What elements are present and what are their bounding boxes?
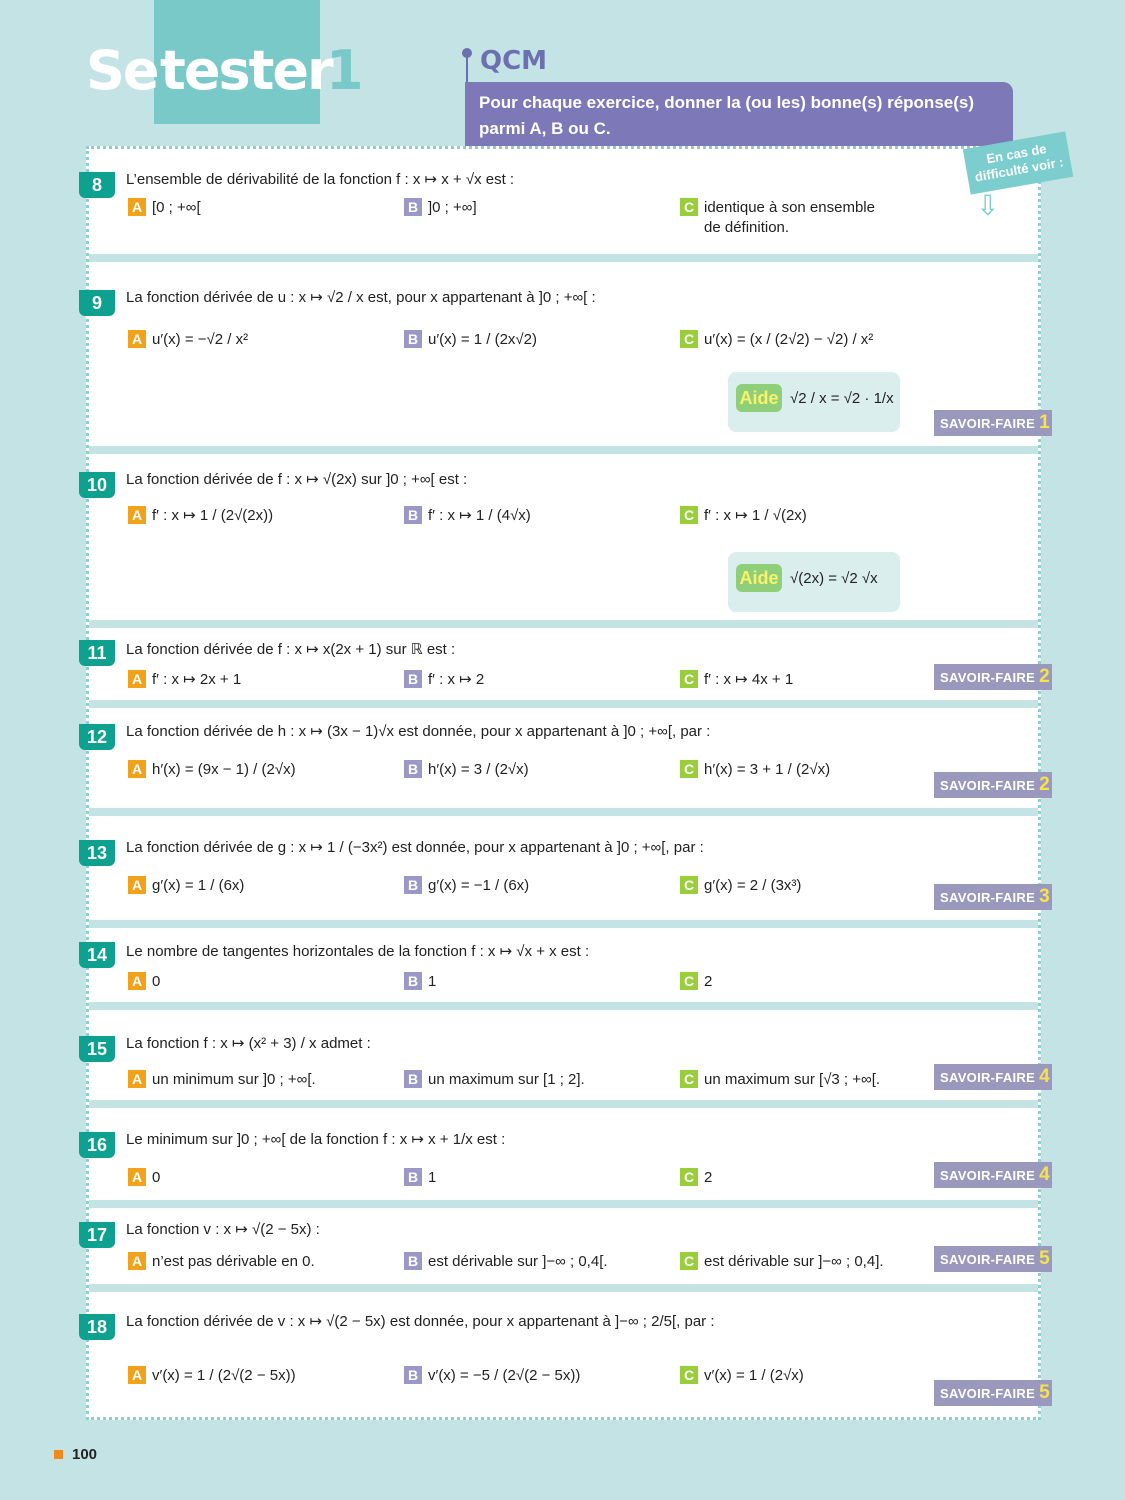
- option-b[interactable]: [404, 876, 529, 896]
- option-a[interactable]: [128, 1168, 160, 1188]
- option-letter-c: C: [680, 670, 698, 688]
- option-text: 1: [428, 973, 437, 990]
- option-text: u′(x) = (x / (2√2) − √2) / x²: [704, 331, 874, 348]
- savoir-faire-label: SAVOIR-FAIRE: [940, 1252, 1036, 1267]
- option-text: f′ : x ↦ 1 / √(2x): [704, 507, 807, 524]
- option-a[interactable]: [128, 760, 296, 780]
- savoir-faire-badge[interactable]: [934, 772, 1052, 798]
- option-text: g′(x) = 1 / (6x): [152, 877, 245, 894]
- option-text: ]0 ; +∞]: [428, 199, 477, 216]
- exercise-number: 13: [79, 840, 115, 866]
- option-b[interactable]: [404, 760, 529, 780]
- aide-label: Aide: [736, 384, 782, 412]
- title-tester: tester: [160, 39, 332, 102]
- option-text: h′(x) = (9x − 1) / (2√x): [152, 761, 296, 778]
- option-a[interactable]: [128, 670, 241, 690]
- savoir-faire-number: 1: [1039, 412, 1050, 433]
- exercise-question: La fonction dérivée de h : x ↦ (3x − 1)√x est donnée, pour x appartenant à ]0 ; +∞[, par :: [126, 723, 711, 740]
- savoir-faire-badge[interactable]: [934, 1246, 1052, 1272]
- option-a[interactable]: [128, 1366, 296, 1386]
- option-letter-b: B: [404, 876, 422, 894]
- exercise-number: 12: [79, 724, 115, 750]
- option-a[interactable]: [128, 506, 273, 526]
- option-text: v′(x) = 1 / (2√(2 − 5x)): [152, 1367, 296, 1384]
- aide-box: [728, 372, 900, 432]
- exercise-number: 18: [79, 1314, 115, 1340]
- option-letter-a: A: [128, 1252, 146, 1270]
- savoir-faire-label: SAVOIR-FAIRE: [940, 778, 1036, 793]
- option-letter-c: C: [680, 876, 698, 894]
- savoir-faire-badge[interactable]: [934, 410, 1052, 436]
- option-text: u′(x) = −√2 / x²: [152, 331, 249, 348]
- savoir-faire-number: 2: [1039, 774, 1050, 795]
- savoir-faire-number: 5: [1039, 1382, 1050, 1403]
- option-text: 0: [152, 973, 161, 990]
- savoir-faire-label: SAVOIR-FAIRE: [940, 890, 1036, 905]
- down-arrow-icon: ⇩: [976, 190, 1000, 221]
- option-a[interactable]: [128, 198, 201, 218]
- option-c[interactable]: [680, 1252, 884, 1272]
- exercise-separator: [89, 700, 1038, 708]
- option-text: f′ : x ↦ 4x + 1: [704, 671, 794, 688]
- option-letter-a: A: [128, 972, 146, 990]
- exercise-question: Le minimum sur ]0 ; +∞[ de la fonction f : x ↦ x + 1/x est :: [126, 1131, 506, 1148]
- option-c[interactable]: [680, 1366, 804, 1386]
- exercise-question: La fonction f : x ↦ (x² + 3) / x admet :: [126, 1035, 371, 1052]
- option-text: 2: [704, 973, 713, 990]
- option-letter-b: B: [404, 198, 422, 216]
- option-letter-c: C: [680, 760, 698, 778]
- exercise-question: La fonction dérivée de v : x ↦ √(2 − 5x) est donnée, pour x appartenant à ]−∞ ; 2/5[, par :: [126, 1313, 715, 1330]
- savoir-faire-number: 4: [1039, 1066, 1050, 1087]
- option-letter-b: B: [404, 1366, 422, 1384]
- exercise-question: La fonction dérivée de f : x ↦ √(2x) sur ]0 ; +∞[ est :: [126, 471, 468, 488]
- option-letter-a: A: [128, 760, 146, 778]
- exercise-number: 11: [79, 640, 115, 666]
- option-c[interactable]: [680, 760, 830, 780]
- option-b[interactable]: [404, 972, 436, 992]
- exercise-separator: [89, 1002, 1038, 1010]
- aide-box: [728, 552, 900, 612]
- exercise-question: La fonction dérivée de g : x ↦ 1 / (−3x²) est donnée, pour x appartenant à ]0 ; +∞[, par :: [126, 839, 704, 856]
- option-letter-c: C: [680, 506, 698, 524]
- option-letter-c: C: [680, 1252, 698, 1270]
- option-text: 1: [428, 1169, 437, 1186]
- exercise-separator: [89, 1100, 1038, 1108]
- savoir-faire-badge[interactable]: [934, 1380, 1052, 1406]
- option-b[interactable]: [404, 506, 531, 526]
- option-letter-a: A: [128, 330, 146, 348]
- exercise-separator: [89, 1200, 1038, 1208]
- option-text: f′ : x ↦ 1 / (2√(2x)): [152, 507, 274, 524]
- option-letter-a: A: [128, 1070, 146, 1088]
- option-c[interactable]: [680, 330, 873, 350]
- option-letter-c: C: [680, 198, 698, 216]
- option-text: est dérivable sur ]−∞ ; 0,4[.: [428, 1253, 608, 1270]
- option-letter-b: B: [404, 670, 422, 688]
- option-text: f′ : x ↦ 2: [428, 671, 485, 688]
- exercise-number: 17: [79, 1222, 115, 1248]
- savoir-faire-label: SAVOIR-FAIRE: [940, 1168, 1036, 1183]
- exercise-question: La fonction dérivée de f : x ↦ x(2x + 1) sur ℝ est :: [126, 641, 456, 658]
- exercise-question: Le nombre de tangentes horizontales de la fonction f : x ↦ √x + x est :: [126, 943, 590, 960]
- option-text: v′(x) = 1 / (2√x): [704, 1367, 804, 1384]
- option-c[interactable]: [680, 506, 807, 526]
- savoir-faire-number: 3: [1039, 886, 1050, 907]
- option-text: g′(x) = 2 / (3x³): [704, 877, 802, 894]
- option-text: v′(x) = −5 / (2√(2 − 5x)): [428, 1367, 581, 1384]
- option-c[interactable]: [680, 876, 801, 896]
- option-letter-c: C: [680, 972, 698, 990]
- option-a[interactable]: [128, 1252, 315, 1272]
- instruction-box: Pour chaque exercice, donner la (ou les) bonne(s) réponse(s) parmi A, B ou C.: [465, 82, 1013, 162]
- option-text: un minimum sur ]0 ; +∞[.: [152, 1071, 316, 1088]
- option-c[interactable]: [680, 1070, 880, 1090]
- exercise-question: La fonction v : x ↦ √(2 − 5x) :: [126, 1221, 320, 1238]
- savoir-faire-badge[interactable]: [934, 1162, 1052, 1188]
- savoir-faire-number: 4: [1039, 1164, 1050, 1185]
- exercise-question: La fonction dérivée de u : x ↦ √2 / x est, pour x appartenant à ]0 ; +∞[ :: [126, 289, 596, 306]
- exercise-number: 9: [79, 290, 115, 316]
- title-se: Se: [86, 39, 158, 102]
- option-letter-a: A: [128, 506, 146, 524]
- option-letter-b: B: [404, 1252, 422, 1270]
- savoir-faire-badge[interactable]: [934, 664, 1052, 690]
- option-text: un maximum sur [√3 ; +∞[.: [704, 1071, 881, 1088]
- savoir-faire-badge[interactable]: [934, 884, 1052, 910]
- option-a[interactable]: [128, 972, 160, 992]
- option-letter-a: A: [128, 1366, 146, 1384]
- option-b[interactable]: [404, 1366, 580, 1386]
- exercise-number: 8: [79, 172, 115, 198]
- savoir-faire-label: SAVOIR-FAIRE: [940, 1070, 1036, 1085]
- option-b[interactable]: [404, 330, 537, 350]
- qcm-line: [466, 54, 468, 84]
- option-a[interactable]: [128, 330, 248, 350]
- option-c[interactable]: [680, 972, 712, 992]
- option-letter-a: A: [128, 876, 146, 894]
- option-b[interactable]: [404, 1168, 436, 1188]
- section-label: QCM: [480, 46, 548, 76]
- option-letter-c: C: [680, 330, 698, 348]
- savoir-faire-number: 2: [1039, 666, 1050, 687]
- option-c[interactable]: [680, 1168, 712, 1188]
- option-text: g′(x) = −1 / (6x): [428, 877, 530, 894]
- option-letter-c: C: [680, 1070, 698, 1088]
- exercise-number: 14: [79, 942, 115, 968]
- option-text: f′ : x ↦ 1 / (4√x): [428, 507, 531, 524]
- savoir-faire-label: SAVOIR-FAIRE: [940, 670, 1036, 685]
- option-text: n’est pas dérivable en 0.: [152, 1253, 315, 1270]
- savoir-faire-badge[interactable]: [934, 1064, 1052, 1090]
- hint-tag: En cas de difficulté voir :: [963, 131, 1073, 194]
- aide-text: √2 / x = √2 · 1/x: [790, 390, 894, 407]
- option-text: h′(x) = 3 / (2√x): [428, 761, 529, 778]
- option-letter-a: A: [128, 1168, 146, 1186]
- option-letter-c: C: [680, 1168, 698, 1186]
- option-letter-b: B: [404, 1168, 422, 1186]
- option-c[interactable]: [680, 670, 793, 690]
- option-b[interactable]: [404, 670, 484, 690]
- option-letter-c: C: [680, 1366, 698, 1384]
- option-text: u′(x) = 1 / (2x√2): [428, 331, 537, 348]
- option-letter-b: B: [404, 330, 422, 348]
- option-text: un maximum sur [1 ; 2].: [428, 1071, 585, 1088]
- savoir-faire-label: SAVOIR-FAIRE: [940, 1386, 1036, 1401]
- savoir-faire-number: 5: [1039, 1248, 1050, 1269]
- exercise-separator: [89, 620, 1038, 628]
- exercise-number: 15: [79, 1036, 115, 1062]
- exercise-question: L’ensemble de dérivabilité de la fonction f : x ↦ x + √x est :: [126, 171, 515, 188]
- option-letter-a: A: [128, 670, 146, 688]
- option-b[interactable]: [404, 1070, 585, 1090]
- page-mark-icon: [54, 1450, 63, 1459]
- option-a[interactable]: [128, 1070, 316, 1090]
- option-text: 2: [704, 1169, 713, 1186]
- exercise-separator: [89, 1284, 1038, 1292]
- option-a[interactable]: [128, 876, 244, 896]
- exercise-separator: [89, 254, 1038, 262]
- aide-text: √(2x) = √2 √x: [790, 570, 878, 587]
- option-letter-b: B: [404, 760, 422, 778]
- option-text: [0 ; +∞[: [152, 199, 201, 216]
- option-c[interactable]: [680, 198, 890, 238]
- title-number: 1: [326, 39, 362, 102]
- exercise-separator: [89, 920, 1038, 928]
- option-text: 0: [152, 1169, 161, 1186]
- option-text: identique à son ensemble de définition.: [704, 199, 875, 236]
- option-letter-b: B: [404, 972, 422, 990]
- option-b[interactable]: [404, 1252, 608, 1272]
- option-b[interactable]: [404, 198, 477, 218]
- option-text: est dérivable sur ]−∞ ; 0,4].: [704, 1253, 884, 1270]
- aide-label: Aide: [736, 564, 782, 592]
- option-text: f′ : x ↦ 2x + 1: [152, 671, 242, 688]
- option-letter-a: A: [128, 198, 146, 216]
- option-text: h′(x) = 3 + 1 / (2√x): [704, 761, 831, 778]
- page-number: 100: [72, 1446, 98, 1463]
- option-letter-b: B: [404, 506, 422, 524]
- option-letter-b: B: [404, 1070, 422, 1088]
- exercise-number: 10: [79, 472, 115, 498]
- savoir-faire-label: SAVOIR-FAIRE: [940, 416, 1036, 431]
- exercise-separator: [89, 808, 1038, 816]
- exercise-number: 16: [79, 1132, 115, 1158]
- exercise-separator: [89, 446, 1038, 454]
